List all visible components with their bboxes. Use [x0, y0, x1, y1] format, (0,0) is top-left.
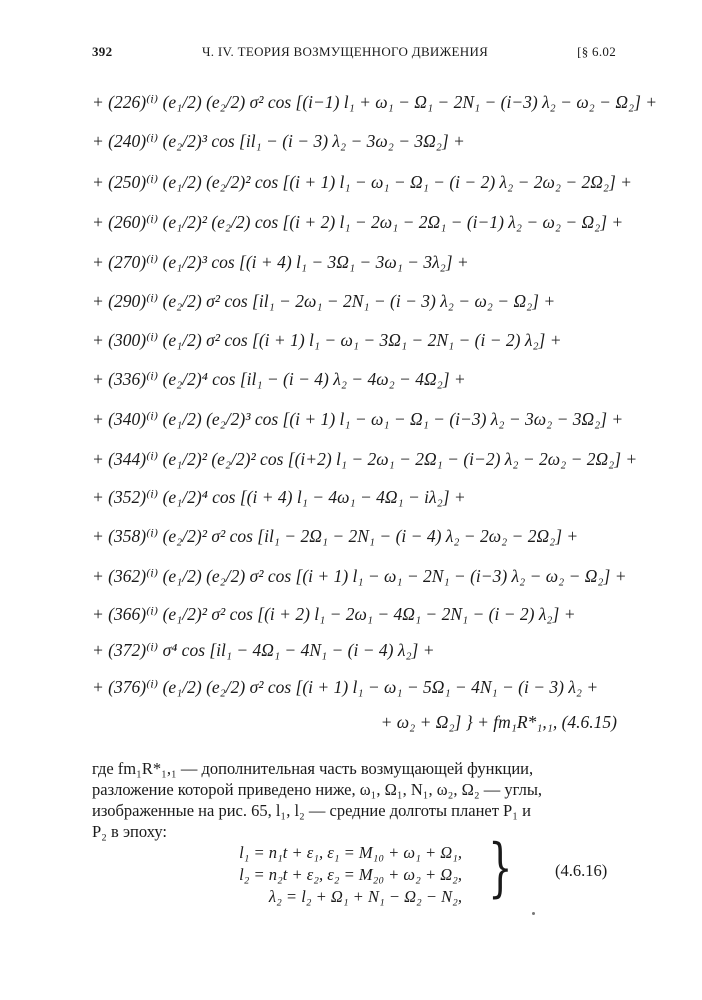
- equation-line: + (340)⁽ⁱ⁾ (e₁/2) (e₂/2)³ cos [(i + 1) l₁ − ω₁ − Ω₁ − (i−3) λ₂ − 3ω₂ − 3Ω₂] +: [92, 409, 624, 429]
- equation-line: + (336)⁽ⁱ⁾ (e₂/2)⁴ cos [il₁ − (i − 4) λ₂ − 4ω₂ − 4Ω₂] +: [92, 369, 466, 389]
- equation-line: + (300)⁽ⁱ⁾ (e₁/2) σ² cos [(i + 1) l₁ − ω₁ − 3Ω₁ − 2N₁ − (i − 2) λ₂] +: [92, 330, 562, 350]
- paragraph-line: где fm₁R*₁,₁ — дополнительная часть возмущающей функции,: [92, 759, 534, 778]
- equation-line: + (372)⁽ⁱ⁾ σ⁴ cos [il₁ − 4Ω₁ − 4N₁ − (i − 4) λ₂] +: [92, 640, 435, 660]
- chapter-title: Ч. IV. ТЕОРИЯ ВОЗМУЩЕННОГО ДВИЖЕНИЯ: [202, 44, 489, 59]
- equation-line: + (260)⁽ⁱ⁾ (e₁/2)² (e₂/2) cos [(i + 2) l₁ − 2ω₁ − 2Ω₁ − (i−1) λ₂ − ω₂ − Ω₂] +: [92, 212, 624, 232]
- equation-line: + (362)⁽ⁱ⁾ (e₁/2) (e₂/2) σ² cos [(i + 1) l₁ − ω₁ − 2N₁ − (i−3) λ₂ − ω₂ − Ω₂] +: [92, 566, 627, 586]
- equation-system: [190, 842, 490, 908]
- system-line: λ₂ = l₂ + Ω₁ + N₁ − Ω₂ − N₂,: [268, 887, 462, 906]
- equation-line: + (226)⁽ⁱ⁾ (e₁/2) (e₂/2) σ² cos [(i−1) l₁ + ω₁ − Ω₁ − 2N₁ − (i−3) λ₂ − ω₂ − Ω₂] +: [92, 92, 658, 112]
- paragraph-line: разложение которой приведено ниже, ω₁, Ω₁, N₁, ω₂, Ω₂ — углы,: [92, 780, 543, 799]
- explanation-paragraph: [92, 758, 617, 842]
- system-line: l₂ = n₂t + ε₂, ε₂ = M₂₀ + ω₂ + Ω₂,: [239, 865, 462, 884]
- equation-end: + ω₂ + Ω₂] } + fm₁R*₁,₁, (4.6.15): [380, 712, 617, 732]
- equation-line: + (366)⁽ⁱ⁾ (e₁/2)² σ² cos [(i + 2) l₁ − 2ω₁ − 4Ω₁ − 2N₁ − (i − 2) λ₂] +: [92, 604, 576, 624]
- system-brace: }: [488, 831, 513, 905]
- page-header: [92, 44, 616, 64]
- equation-line: + (270)⁽ⁱ⁾ (e₁/2)³ cos [(i + 4) l₁ − 3Ω₁ − 3ω₁ − 3λ₂] +: [92, 252, 469, 272]
- equation-line: + (240)⁽ⁱ⁾ (e₂/2)³ cos [il₁ − (i − 3) λ₂ − 3ω₂ − 3Ω₂] +: [92, 131, 465, 151]
- page-number: 392: [92, 44, 113, 59]
- equation-line: + (344)⁽ⁱ⁾ (e₁/2)² (e₂/2)² cos [(i+2) l₁ − 2ω₁ − 2Ω₁ − (i−2) λ₂ − 2ω₂ − 2Ω₂] +: [92, 449, 638, 469]
- system-line: l₁ = n₁t + ε₁, ε₁ = M₁₀ + ω₁ + Ω₁,: [239, 843, 462, 862]
- equation-line: + (290)⁽ⁱ⁾ (e₂/2) σ² cos [il₁ − 2ω₁ − 2N₁ − (i − 3) λ₂ − ω₂ − Ω₂] +: [92, 291, 556, 311]
- equation-line: + (352)⁽ⁱ⁾ (e₁/2)⁴ cos [(i + 4) l₁ − 4ω₁ − 4Ω₁ − iλ₂] +: [92, 487, 466, 507]
- paragraph-line: изображенные на рис. 65, l₁, l₂ — средние долготы планет P₁ и: [92, 801, 531, 820]
- paragraph-line: P₂ в эпоху:: [92, 822, 167, 841]
- equation-number: (4.6.16): [555, 861, 608, 880]
- equation-line: + (358)⁽ⁱ⁾ (e₂/2)² σ² cos [il₁ − 2Ω₁ − 2N₁ − (i − 4) λ₂ − 2ω₂ − 2Ω₂] +: [92, 526, 579, 546]
- equation-line: + (376)⁽ⁱ⁾ (e₁/2) (e₂/2) σ² cos [(i + 1) l₁ − ω₁ − 5Ω₁ − 4N₁ − (i − 3) λ₂ +: [92, 677, 599, 697]
- equation-line: + (250)⁽ⁱ⁾ (e₁/2) (e₂/2)² cos [(i + 1) l₁ − ω₁ − Ω₁ − (i − 2) λ₂ − 2ω₂ − 2Ω₂] +: [92, 172, 632, 192]
- section-ref: [§ 6.02: [577, 44, 616, 59]
- print-speck: [532, 912, 535, 915]
